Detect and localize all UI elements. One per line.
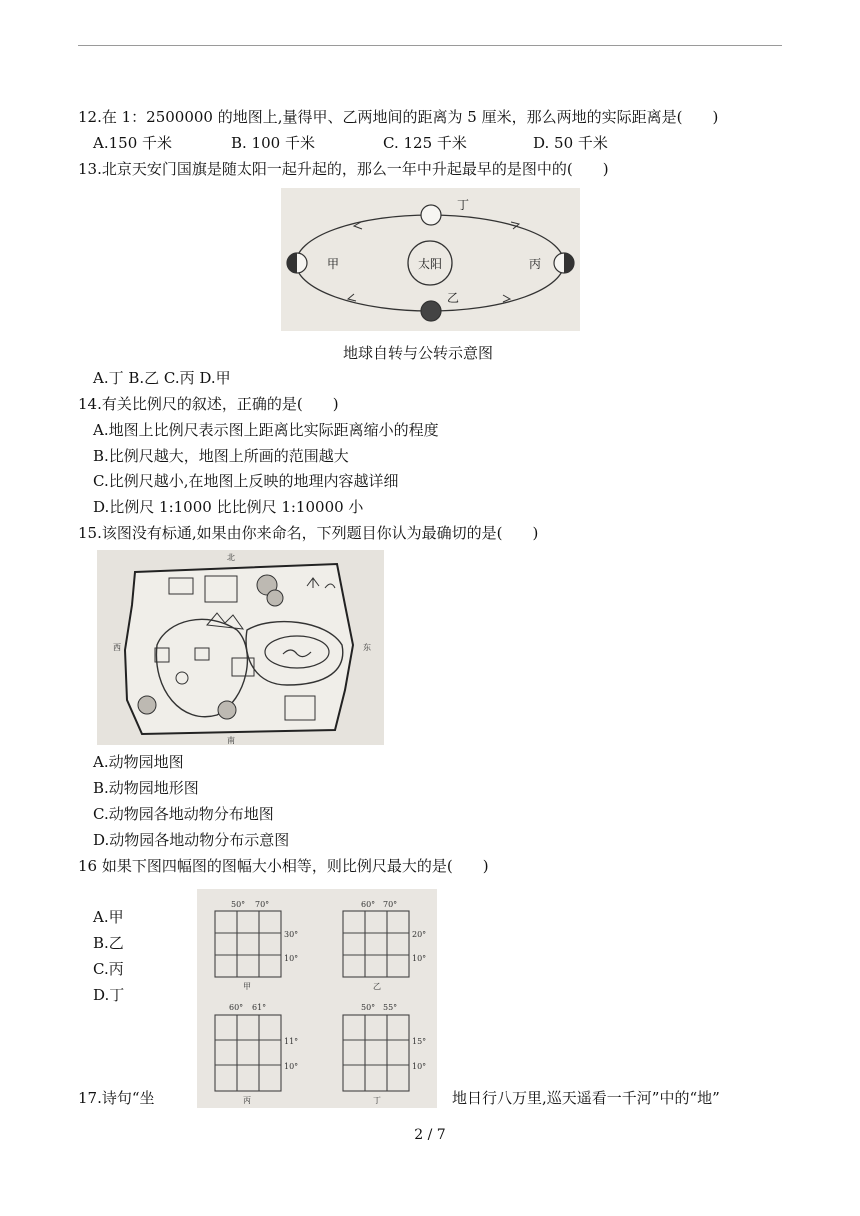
q16-option-c: C.丙	[93, 960, 124, 978]
grid-yi-top1: 60°	[361, 900, 376, 909]
ding-label: 丁	[457, 198, 470, 212]
grid-yi-name: 乙	[373, 982, 381, 991]
q12-option-c: C. 125 千米	[383, 134, 467, 152]
header-rule	[78, 45, 782, 46]
bing-label: 丙	[529, 257, 542, 271]
q16-option-b: B.乙	[93, 934, 124, 952]
grid-ding-name: 丁	[373, 1096, 381, 1105]
grid-jia-top1: 50°	[231, 900, 246, 909]
q14-option-a: A.地图上比例尺表示图上距离比实际距离缩小的程度	[93, 421, 439, 439]
earth-ding	[421, 205, 441, 225]
q14-stem: 14.有关比例尺的叙述，正确的是( )	[78, 395, 339, 413]
zoo-map-figure	[97, 550, 384, 745]
sun-label: 太阳	[417, 257, 443, 271]
grid-ding-top2: 55°	[383, 1003, 398, 1012]
zoo-east-label: 东	[363, 643, 371, 652]
earth-yi	[421, 301, 441, 321]
q13-options: A.丁 B.乙 C.丙 D.甲	[93, 369, 231, 387]
grid-maps-figure	[197, 889, 437, 1108]
q13-stem: 13.北京天安门国旗是随太阳一起升起的，那么一年中升起最早的是图中的( )	[78, 160, 609, 178]
q12-stem: 12.在 1：2500000 的地图上,量得甲、乙两地间的距离为 5 厘米，那么两地的实际距离是( )	[78, 108, 719, 126]
grid-yi-right1: 20°	[412, 930, 427, 939]
q16-option-d: D.丁	[93, 986, 125, 1004]
q16-stem: 16 如果下图四幅图的图幅大小相等，则比例尺最大的是( )	[78, 857, 489, 875]
grid-bing-right1: 11°	[284, 1037, 299, 1046]
q15-option-d: D.动物园各地动物分布示意图	[93, 831, 290, 849]
zoo-south-label: 南	[227, 736, 235, 745]
q12-option-a: A.150 千米	[93, 134, 172, 152]
grid-jia-top2: 70°	[255, 900, 270, 909]
q15-stem: 15.该图没有标通,如果由你来命名，下列题目你认为最确切的是( )	[78, 524, 539, 542]
grid-jia-right2: 10°	[284, 954, 299, 963]
grid-yi-right2: 10°	[412, 954, 427, 963]
orbit-caption: 地球自转与公转示意图	[343, 344, 494, 362]
q12-option-d: D. 50 千米	[533, 134, 608, 152]
q14-option-d: D.比例尺 1:1000 比比例尺 1:10000 小	[93, 498, 364, 516]
yi-label: 乙	[447, 291, 460, 305]
page-number: 2 / 7	[414, 1127, 446, 1143]
grid-ding-top1: 50°	[361, 1003, 376, 1012]
orbit-figure	[281, 188, 580, 331]
grid-jia-right1: 30°	[284, 930, 299, 939]
grid-bing-top1: 60°	[229, 1003, 244, 1012]
grid-bing-name: 丙	[243, 1096, 251, 1105]
grid-jia-name: 甲	[243, 982, 251, 991]
q17-stem-start: 17.诗句“坐	[78, 1089, 155, 1107]
q16-option-a: A.甲	[93, 908, 124, 926]
grid-bing-top2: 61°	[252, 1003, 267, 1012]
jia-label: 甲	[327, 257, 340, 271]
grid-yi-top2: 70°	[383, 900, 398, 909]
q12-option-b: B. 100 千米	[231, 134, 315, 152]
q15-option-a: A.动物园地图	[93, 753, 184, 771]
zoo-north-label: 北	[227, 553, 235, 562]
grid-ding-right2: 10°	[412, 1062, 427, 1071]
grid-bing-right2: 10°	[284, 1062, 299, 1071]
q14-option-c: C.比例尺越小,在地图上反映的地理内容越详细	[93, 472, 399, 490]
q17-stem-end: 地日行八万里,巡天遥看一千河”中的“地”	[452, 1089, 720, 1107]
q14-option-b: B.比例尺越大，地图上所画的范围越大	[93, 447, 349, 465]
q15-option-b: B.动物园地形图	[93, 779, 199, 797]
grid-ding-right1: 15°	[412, 1037, 427, 1046]
q15-option-c: C.动物园各地动物分布地图	[93, 805, 274, 823]
zoo-west-label: 西	[113, 643, 121, 652]
